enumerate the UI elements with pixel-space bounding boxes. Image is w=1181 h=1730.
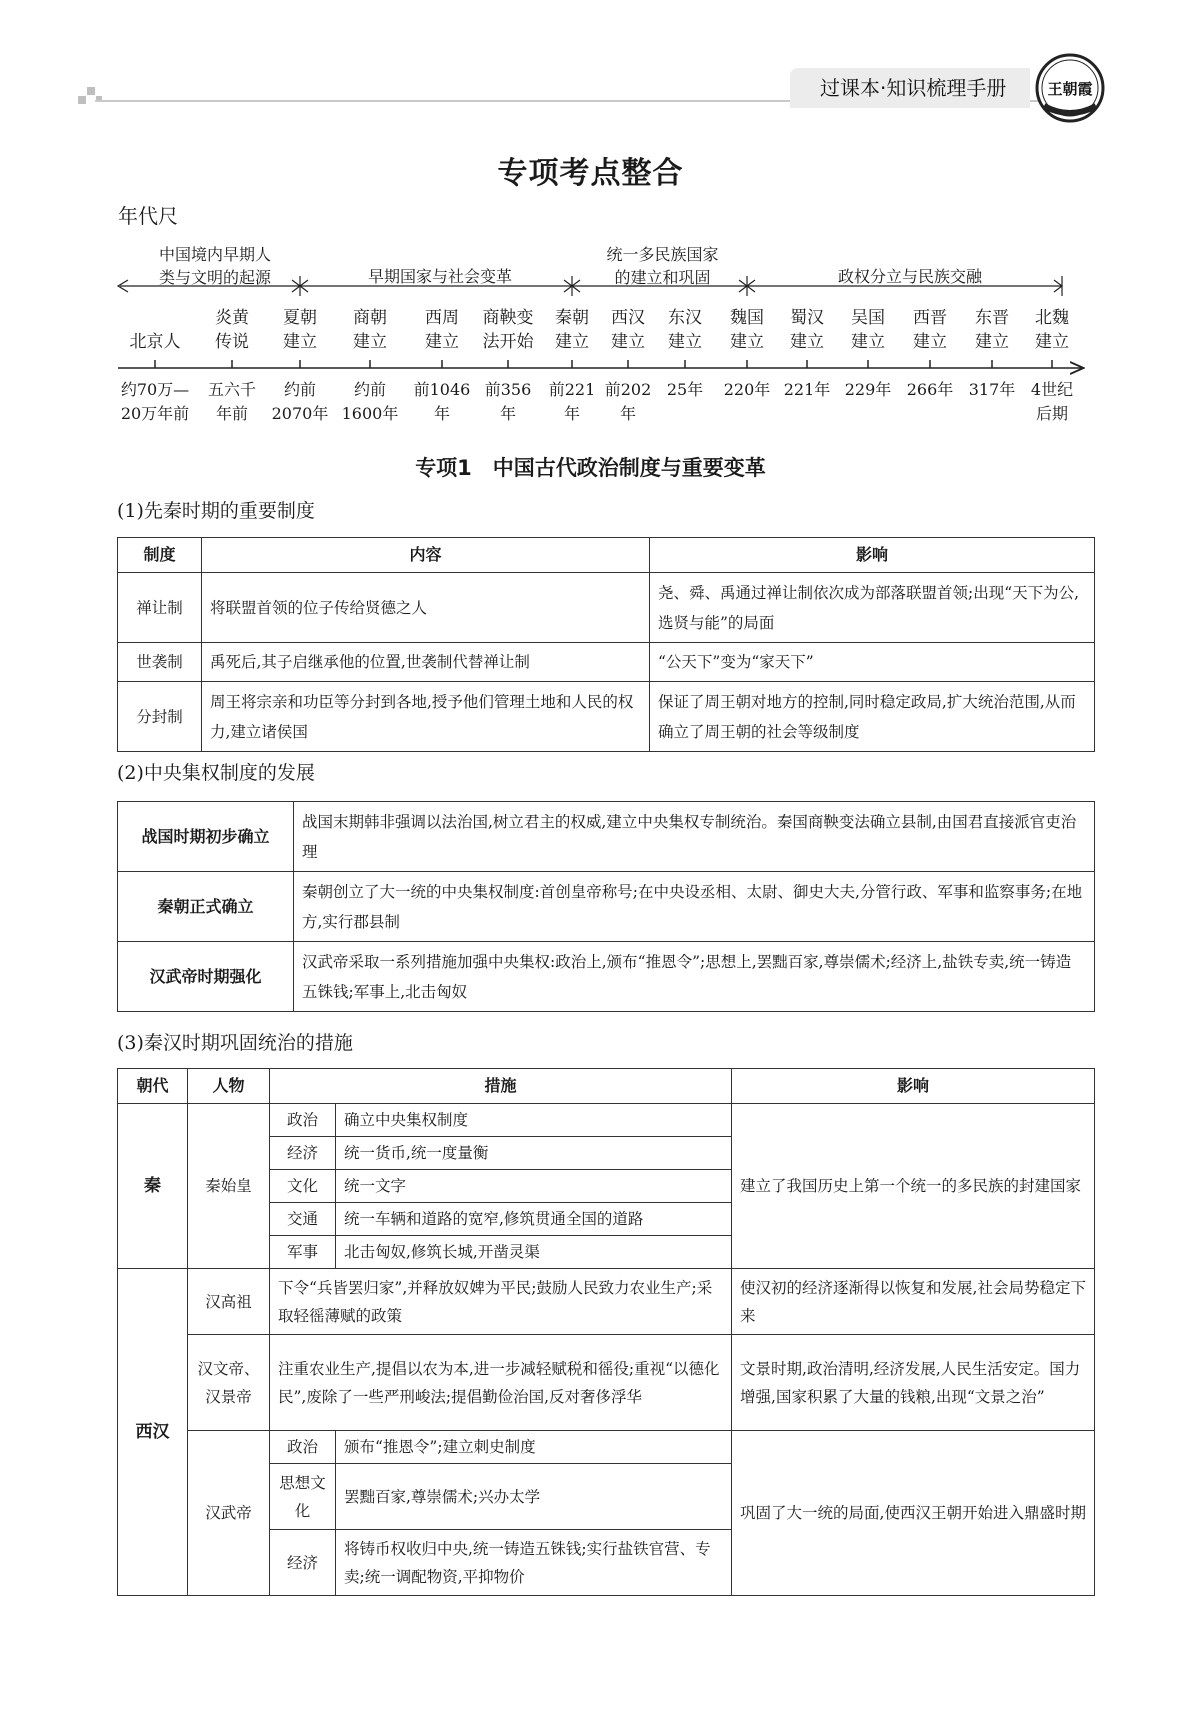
header-cell: 人物	[188, 1069, 270, 1104]
institution-name: 世袭制	[118, 643, 202, 682]
gaozu-impact: 使汉初的经济逐渐得以恢复和发展,社会局势稳定下来	[732, 1269, 1095, 1335]
date-line1: 220年	[723, 380, 771, 399]
period-unification: 统一多民族国家 的建立和巩固	[606, 245, 719, 287]
event-label-line1: 商朝	[353, 308, 387, 328]
timeline-axis	[0, 0, 1181, 420]
measure-text: 罢黜百家,尊崇儒术;兴办太学	[336, 1464, 732, 1530]
event-label-line2: 建立	[913, 332, 947, 352]
dynasty-qin: 秦	[118, 1104, 188, 1269]
section-title: 专项1 中国古代政治制度与重要变革	[415, 456, 766, 480]
logo-text: 王朝霞	[1047, 80, 1093, 98]
measure-text: 将铸币权收归中央,统一铸造五铢钱;实行盐铁官营、专卖;统一调配物资,平抑物价	[336, 1530, 732, 1596]
date-line1: 229年	[844, 380, 892, 399]
institution-name: 分封制	[118, 682, 202, 752]
timeline-date	[330, 378, 410, 426]
person-qin-shihuang: 秦始皇	[188, 1104, 270, 1269]
event-label-line1: 吴国	[851, 308, 885, 328]
measure-text: 确立中央集权制度	[336, 1104, 732, 1137]
date-line1: 4世纪	[1030, 380, 1074, 399]
stage-content: 战国末期韩非强调以法治国,树立君主的权威,建立中央集权专制统治。秦国商鞅变法确立县制,由国君直接派官吏治理	[294, 802, 1095, 872]
event-label-line2: 建立	[425, 332, 459, 352]
institution-content: 将联盟首领的位子传给贤德之人	[202, 573, 650, 643]
wudi-impact: 巩固了大一统的局面,使西汉王朝开始进入鼎盛时期	[732, 1431, 1095, 1596]
event-label-line2: 建立	[283, 332, 317, 352]
event-label-line2: 传说	[215, 332, 249, 352]
institution-content: 周王将宗亲和功臣等分封到各地,授予他们管理土地和人民的权力,建立诸侯国	[202, 682, 650, 752]
timeline-label: 年代尺	[118, 204, 178, 228]
date-line1: 221年	[783, 380, 831, 399]
event-label-line2: 建立	[668, 332, 702, 352]
event-label-line1: 北魏	[1035, 308, 1069, 328]
timeline-event	[330, 306, 410, 354]
measure-field: 思想文化	[270, 1464, 336, 1530]
header-cell: 朝代	[118, 1069, 188, 1104]
table-row	[118, 1431, 1095, 1464]
stage-content: 秦朝创立了大一统的中央集权制度:首创皇帝称号;在中央设丞相、太尉、御史大夫,分管行政、军事和监察事务;在地方,实行郡县制	[294, 872, 1095, 942]
table-row	[118, 872, 1095, 942]
event-label-line1: 西周	[425, 308, 459, 328]
event-label-line2: 建立	[790, 332, 824, 352]
measure-field: 军事	[270, 1236, 336, 1269]
institution-name: 禅让制	[118, 573, 202, 643]
stage-name: 汉武帝时期强化	[118, 942, 294, 1012]
event-label-line1	[115, 306, 195, 330]
date-line2: 1600年	[341, 404, 399, 423]
date-line1: 前1046	[413, 380, 471, 399]
event-label-line2: 建立	[851, 332, 885, 352]
date-line2: 年	[433, 404, 450, 423]
event-label-line1: 魏国	[730, 308, 764, 328]
date-line2: 年	[619, 404, 636, 423]
stage-name: 战国时期初步确立	[118, 802, 294, 872]
date-line1: 前202	[604, 380, 652, 399]
measure-text: 颁布“推恩令”;建立刺史制度	[336, 1431, 732, 1464]
stage-name: 秦朝正式确立	[118, 872, 294, 942]
qin-han-measures-table	[117, 1068, 1095, 1596]
table-row	[118, 802, 1095, 872]
date-line1: 约70万—	[120, 380, 190, 399]
timeline-event	[260, 306, 340, 354]
date-line2: 年	[499, 404, 516, 423]
book-title: 过课本·知识梳理手册	[790, 68, 1030, 108]
date-line1: 五六千	[207, 380, 256, 399]
person-gaozu: 汉高祖	[188, 1269, 270, 1335]
date-line2: 20万年前	[120, 404, 190, 423]
date-line2: 后期	[1035, 404, 1068, 423]
event-label-line2: 建立	[730, 332, 764, 352]
stage-content: 汉武帝采取一系列措施加强中央集权:政治上,颁布“推恩令”;思想上,罢黜百家,尊崇儒术;经济上,盐铁专卖,统一铸造五铢钱;军事上,北击匈奴	[294, 942, 1095, 1012]
event-label-line2: 北京人	[129, 332, 181, 352]
measure-field: 经济	[270, 1530, 336, 1596]
table-row	[118, 682, 1095, 752]
event-label-line1: 东汉	[668, 308, 702, 328]
date-line2: 年	[563, 404, 580, 423]
header-cell: 措施	[270, 1069, 732, 1104]
institution-impact: 保证了周王朝对地方的控制,同时稳定政局,扩大统治范围,从而确立了周王朝的社会等级制度	[650, 682, 1095, 752]
wenjing-impact: 文景时期,政治清明,经济发展,人民生活安定。国力增强,国家积累了大量的钱粮,出现“文景之治”	[732, 1335, 1095, 1431]
header-cell: 制度	[118, 538, 202, 573]
measure-text: 统一车辆和道路的宽窄,修筑贯通全国的道路	[336, 1203, 732, 1236]
timeline-date	[1012, 378, 1092, 426]
institution-impact: “公天下”变为“家天下”	[650, 643, 1095, 682]
date-line1: 317年	[968, 380, 1016, 399]
event-label-line1: 炎黄	[215, 308, 249, 328]
institution-impact: 尧、舜、禹通过禅让制依次成为部落联盟首领;出现“天下为公,选贤与能”的局面	[650, 573, 1095, 643]
qin-impact: 建立了我国历史上第一个统一的多民族的封建国家	[732, 1104, 1095, 1269]
gaozu-measure: 下令“兵皆罢归家”,并释放奴婢为平民;鼓励人民致力农业生产;采取轻徭薄赋的政策	[270, 1269, 732, 1335]
person-wudi: 汉武帝	[188, 1431, 270, 1596]
table-row	[118, 573, 1095, 643]
timeline-date	[260, 378, 340, 426]
event-label-line1: 蜀汉	[790, 308, 824, 328]
date-line1: 约前	[283, 380, 316, 399]
wenjing-measure: 注重农业生产,提倡以农为本,进一步减轻赋税和徭役;重视“以德化民”,废除了一些严刑峻法;提倡勤俭治国,反对奢侈浮华	[270, 1335, 732, 1431]
event-label-line1: 商鞅变	[482, 308, 534, 328]
event-label-line1: 秦朝	[555, 308, 589, 328]
header-cell: 影响	[732, 1069, 1095, 1104]
part3-title: (3)秦汉时期巩固统治的措施	[117, 1032, 353, 1054]
event-label-line2: 建立	[1035, 332, 1069, 352]
table-header-row	[118, 538, 1095, 573]
pre-qin-institutions-table	[117, 537, 1095, 752]
date-line2: 年前	[215, 404, 248, 423]
event-label-line2: 法开始	[482, 332, 534, 352]
measure-field: 交通	[270, 1203, 336, 1236]
centralization-table	[117, 801, 1095, 1012]
institution-content: 禹死后,其子启继承他的位置,世袭制代替禅让制	[202, 643, 650, 682]
header-cell: 内容	[202, 538, 650, 573]
event-label-line2: 建立	[353, 332, 387, 352]
event-label-line1: 夏朝	[283, 308, 317, 328]
timeline-event	[115, 306, 195, 354]
timeline-date	[115, 378, 195, 426]
period-origins: 中国境内早期人 类与文明的起源	[158, 245, 271, 287]
event-label-line1: 西晋	[913, 308, 947, 328]
header-cell: 影响	[650, 538, 1095, 573]
date-line1: 266年	[906, 380, 954, 399]
event-label-line2: 建立	[611, 332, 645, 352]
date-line1: 约前	[353, 380, 386, 399]
table-row	[118, 1104, 1095, 1137]
table-header-row	[118, 1069, 1095, 1104]
page-title: 专项考点整合	[497, 156, 684, 191]
measure-field: 政治	[270, 1431, 336, 1464]
measure-text: 统一货币,统一度量衡	[336, 1137, 732, 1170]
measure-field: 政治	[270, 1104, 336, 1137]
dynasty-xihan: 西汉	[118, 1269, 188, 1596]
time-ticks	[155, 360, 1052, 368]
event-label-line1: 东晋	[975, 308, 1009, 328]
event-label-line1: 西汉	[611, 308, 645, 328]
part2-title: (2)中央集权制度的发展	[117, 762, 315, 784]
measure-field: 经济	[270, 1137, 336, 1170]
event-label-line2: 建立	[555, 332, 589, 352]
event-label-line2: 建立	[975, 332, 1009, 352]
date-line1: 25年	[666, 380, 704, 399]
table-row	[118, 1335, 1095, 1431]
part1-title: (1)先秦时期的重要制度	[117, 500, 315, 522]
person-wenjing: 汉文帝、汉景帝	[188, 1335, 270, 1431]
period-early-states: 早期国家与社会变革	[367, 267, 512, 286]
measure-text: 统一文字	[336, 1170, 732, 1203]
period-division: 政权分立与民族交融	[837, 267, 982, 286]
table-row	[118, 643, 1095, 682]
measure-text: 北击匈奴,修筑长城,开凿灵渠	[336, 1236, 732, 1269]
date-line1: 前221	[548, 380, 596, 399]
timeline-event	[1012, 306, 1092, 354]
measure-field: 文化	[270, 1170, 336, 1203]
table-row	[118, 1269, 1095, 1335]
date-line2: 2070年	[271, 404, 329, 423]
date-line1: 前356	[484, 380, 532, 399]
table-row	[118, 942, 1095, 1012]
